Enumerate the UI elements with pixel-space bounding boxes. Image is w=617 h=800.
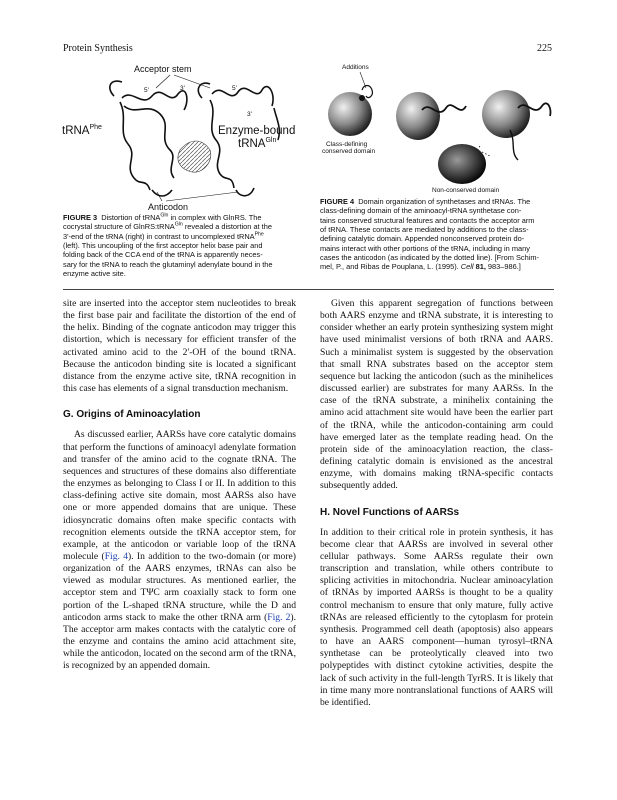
figure-4-caption: FIGURE 4 Domain organization of synthetases and tRNAs. The class-defining domain of the aminoacyl-tRNA synthetase con- tains conserved structural features and contacts the acceptor arm of tRNA. These contacts are mediated by additions to the class- defining catalytic domain. Appended nonconserved protein do- mains interact with other portions of the tRNA, including in many cases the anticodon (as indicated by the dotted line). [From Schim- mel, P., and Ribas de Pouplana, L. (1995). Cell 81, 983–986.] bbox=[320, 197, 554, 272]
figure-separator-rule bbox=[63, 289, 554, 290]
left-paragraph-2: As discussed earlier, AARSs have core catalytic domains that perform the functions of aminoacyl adenylate formation and transfer of the amino acid to the cognate tRNA. The sequences and structures of these domains also differentiate the enzymes as belonging to Class I or II. In addition to this class-defining active site domain, most AARSs also have one or more appended domains that are unique. These idiosyncratic domains often make specific contacts with recognition elements outside the tRNA acceptor stem, for example, at the anticodon or variable loop of the tRNA molecule (Fig. 4). In addition to the two-domain (or more) organization of the AARS enzymes, tRNAs can also be viewed as modular structures. As mentioned earlier, the acceptor stem and TΨC arm coaxially stack to form one portion of the L-shaped tRNA structure, while the D and anticodon arms stack to make the other tRNA arm (Fig. 2). The acceptor arm makes contacts with the catalytic core of the enzyme and contains the amino acid attachment site, while the anticodon, located on the second arm of the tRNA, is recognized by an appended domain. bbox=[63, 429, 296, 672]
label-additions: Additions bbox=[342, 64, 369, 71]
label-nonconserved-domain: Non-conserved domain bbox=[432, 187, 500, 194]
label-enzyme-bound-trna: tRNA$^{Gln}$ bbox=[238, 137, 277, 150]
right-paragraph-2: In addition to their critical role in protein synthesis, it has become clear that AARSs are involved in several other cellular pathways. Some AARSs regulate their own transcription and translation, while others contribute to splicing activities in mitochondria. Nuclear aminoacylation of tRNAs by imported AARSs is thought to be a quality control mechanism to ensure that only mature, fully active tRNAs are released efficiently to the cytoplasm for protein synthesis. Programmed cell death (apoptosis) also appears to have an AARS component—human tyrosyl–tRNA synthetase can be proteolytically cleaved into two polypeptides with distinct cytokine activities, despite the lack of such activity in the full-length TyrRS. It is likely that in time many more nontranslational functions of AARS will be identified. bbox=[320, 526, 553, 708]
caption-3-line-5: folding back of the CCA end of the tRNA is apparently neces- bbox=[63, 250, 263, 260]
caption-4-line-5: defining catalytic domain. Appended nonconserved protein do- bbox=[320, 234, 525, 244]
caption-4-line-4: of tRNA. These contacts are mediated by additions to the class- bbox=[320, 225, 529, 235]
left-column bbox=[63, 298, 296, 673]
caption-4-line-6: mains interact with other portions of the tRNA, including in many bbox=[320, 243, 530, 253]
label-enzyme-bound: Enzyme-bound bbox=[218, 125, 296, 137]
caption-4-line-7: cases the anticodon (as indicated by the dotted line). [From Schim- bbox=[320, 253, 539, 263]
class-defining-domain-left bbox=[328, 92, 372, 136]
fig-2-link[interactable]: Fig. 2 bbox=[267, 611, 291, 623]
central-helix-hatched bbox=[178, 141, 211, 172]
caption-4-line-3: tains conserved structural features and contacts the acceptor arm bbox=[320, 215, 535, 225]
class-defining-domain-middle bbox=[396, 92, 440, 140]
figure-4-domain-organization bbox=[322, 60, 554, 196]
left-paragraph-1: site are inserted into the acceptor stem nucleotides to break the first base pair and facilitate the distortion of the end of the helix. Binding of the cognate anticodon may trigger this distortion, which is necessary for efficient transfer of the activated amino acid to the 2'-OH of the bound tRNA. Because the anticodon binding site is located a significant distance from the enzyme active site, tRNA recognition in this case has elements of a signal transduction mechanism. bbox=[63, 298, 296, 395]
label-trna-phe: tRNA$^{Phe}$ bbox=[62, 124, 102, 137]
right-paragraph-1: Given this apparent segregation of functions between both AARS enzyme and tRNA substrate, it is interesting to consider whether an early protein synthesizing system might have used minimalist versions of both tRNA and AARS. Such a minimalist system is suggested by the observation that small RNA substrates based on the acceptor stem sequence but lacking the anticodon (such as the minihelices discussed earlier) are substrates for many AARSs. In the case of the tRNA substrate, a minihelix containing the amino acid attachment site would have been the earlier part of the tRNA, while the anticodon-containing arm could have emerged later as the template reading head. On the protein side of the aminoacylation reaction, the class-defining catalytic domain is envisioned as the ancestral enzyme, with domains making tRNA-specific contacts subsequently added. bbox=[320, 298, 553, 492]
heading-novel-functions: H. Novel Functions of AARSs bbox=[320, 506, 460, 518]
label-anticodon: Anticodon bbox=[148, 202, 189, 210]
caption-4-line-2: class-defining domain of the aminoacyl-tRNA synthetase con- bbox=[320, 206, 522, 216]
trna-phe-ribbon bbox=[110, 81, 187, 196]
end-label-3prime-right: 3' bbox=[247, 111, 252, 118]
label-acceptor-stem: Acceptor stem bbox=[134, 64, 192, 74]
page-number: 225 bbox=[537, 43, 552, 54]
fig-4-link[interactable]: Fig. 4 bbox=[104, 550, 129, 562]
caption-3-line-4: (left). This uncoupling of the first acceptor helix base pair and bbox=[63, 241, 263, 251]
running-header-title: Protein Synthesis bbox=[63, 43, 133, 54]
caption-3-line-6: sary for the tRNA to reach the glutaminyl adenylate bound in the bbox=[63, 259, 273, 269]
figure-3-caption: FIGURE 3 Distortion of tRNA$^{Gln}$ in complex with GlnRS. The cocrystal structure of GlnRS:tRNA$^{Gln}$ revealed a distortion at the 3'-end of the tRNA (right) in contrast to uncomplexed tRNA$^{Phe}$ (left). This uncoupling of the first acceptor helix base pair and folding back of the CCA end of the tRNA is apparently neces- sary for the tRNA to reach the glutaminyl adenylate bound in the enzyme active site. bbox=[63, 213, 316, 278]
nonconserved-domain bbox=[438, 144, 486, 184]
end-label-5prime-right: 5' bbox=[232, 85, 237, 92]
label-class-defining: Class-defining bbox=[326, 141, 368, 148]
end-label-5prime-left: 5' bbox=[144, 87, 149, 94]
label-conserved-domain: conserved domain bbox=[322, 148, 376, 155]
class-defining-domain-right bbox=[482, 90, 530, 138]
right-column bbox=[320, 298, 553, 709]
heading-origins-of-aminoacylation: G. Origins of Aminoacylation bbox=[63, 409, 201, 421]
caption-3-line-7: enzyme active site. bbox=[63, 269, 126, 279]
end-label-3prime-left: 3' bbox=[180, 85, 185, 92]
figure-3-trna-distortion bbox=[62, 58, 314, 210]
